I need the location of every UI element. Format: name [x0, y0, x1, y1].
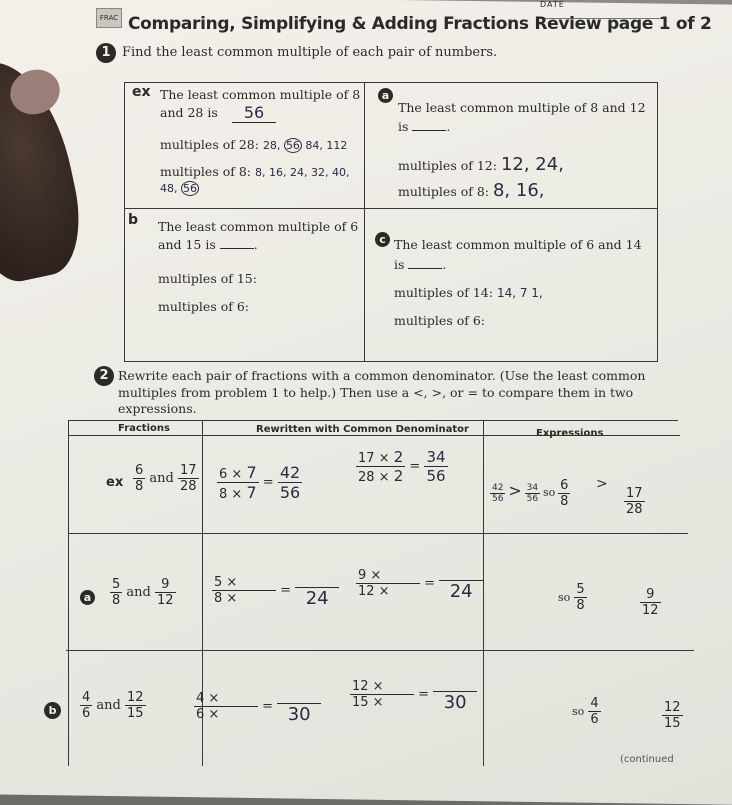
b-c2-den: 15 — [664, 716, 681, 731]
ex-multiples-28 — [160, 136, 347, 154]
a-multiples-8-label: multiples of 8: — [398, 184, 489, 199]
ex-rewrite-1-fraction — [217, 463, 259, 502]
a-r2-res-num-blank[interactable] — [439, 565, 483, 580]
ex-r1-den-row — [217, 482, 259, 502]
b-eq-1: = — [262, 699, 274, 714]
a-rewrite-1 — [212, 572, 339, 609]
a-eq-2: = — [424, 576, 436, 591]
ex-r2-num-row — [356, 448, 405, 466]
a-r1-result — [295, 572, 339, 609]
ex-multiples-8-circled: 56 — [183, 182, 197, 195]
b-question: The least common multiple of 6 — [158, 219, 359, 234]
b-r2-den[interactable]: 15 × — [350, 694, 414, 710]
table-top-border — [68, 420, 678, 421]
publisher-logo: FRAC — [96, 8, 122, 28]
ex-question: The least common multiple of 8 — [160, 87, 361, 102]
c-multiples-14-label: multiples of 14: — [394, 285, 493, 300]
a-r2-num[interactable]: 9 × — [358, 568, 382, 583]
a-multiples-12-values: 12, 24, — [500, 154, 564, 175]
c-multiples-6: multiples of 6: — [394, 313, 485, 328]
a-label: a — [378, 88, 393, 103]
ex-e-op: > — [508, 481, 522, 500]
a-r2-result — [439, 565, 483, 602]
problem-1-divider-horizontal — [124, 208, 658, 209]
ex-c1 — [558, 478, 570, 509]
ex-e2-den: 56 — [526, 494, 539, 504]
ex-r2-den-row — [356, 466, 405, 485]
b-rewrite-2 — [350, 676, 477, 713]
b-expression — [572, 696, 601, 727]
c-question: The least common multiple of 6 and 14 — [394, 237, 642, 252]
a-question: The least common multiple of 8 and 12 — [398, 100, 646, 115]
ex-r1-den: 8 × — [219, 487, 243, 502]
b-eq-2: = — [418, 687, 430, 702]
a-and: and — [126, 585, 151, 600]
ex-multiples-28-values: 28, — [262, 139, 284, 152]
b-c1-den: 6 — [590, 712, 599, 727]
a-f1-den: 8 — [112, 593, 121, 608]
ex-rewrite-2-fraction — [356, 448, 405, 485]
ex-rewrite-1 — [217, 463, 302, 502]
ex-r1-num-row — [217, 463, 259, 482]
ex-f1-num: 6 — [135, 463, 144, 478]
ex-f1-den: 8 — [135, 479, 144, 494]
problem-1-number: 1 — [96, 43, 116, 63]
ex-row-label: ex — [106, 475, 124, 490]
ex-e2 — [525, 483, 540, 504]
b-r2-res-num-blank[interactable] — [433, 676, 477, 691]
a-rewrite-1-fraction — [212, 575, 276, 606]
table-row-divider-2 — [66, 650, 694, 651]
a-f2-num: 9 — [161, 577, 170, 592]
a-compare-blank[interactable] — [612, 590, 632, 606]
a-expression-2 — [640, 587, 661, 618]
b-c1 — [588, 696, 600, 727]
a-expression — [558, 582, 587, 613]
c-multiples-14 — [394, 284, 543, 302]
c-multiples-14-values: 14, 7 1, — [496, 286, 543, 300]
ex-r1-result — [278, 463, 302, 502]
a-c1 — [574, 582, 586, 613]
ex-f2-den: 28 — [180, 479, 197, 494]
column-header-rewritten: Rewritten with Common Denominator — [256, 424, 469, 435]
a-rewrite-2-fraction — [356, 568, 420, 599]
ex-e1-den: 56 — [492, 494, 504, 504]
a-r2-res-den: 24 — [439, 580, 483, 602]
ex-r2-result — [424, 448, 447, 485]
b-question-line2: and 15 is . — [158, 237, 258, 252]
a-answer-blank[interactable] — [412, 130, 446, 131]
b-and-15-is: and 15 is — [158, 237, 216, 252]
b-f2-num: 12 — [127, 690, 144, 705]
c-question-line2: is . — [394, 257, 447, 272]
b-rewrite-2-fraction — [350, 679, 414, 710]
b-so: so — [572, 705, 585, 718]
c-answer-blank[interactable] — [408, 268, 442, 269]
ex-r2-res-num: 34 — [426, 448, 446, 466]
ex-expression-1 — [490, 478, 570, 509]
problem-1-instruction: Find the least common multiple of each pair of numbers. — [122, 45, 498, 60]
b-r2-num[interactable]: 12 × — [352, 679, 384, 694]
ex-r1-num: 6 × — [219, 467, 243, 482]
b-label: b — [128, 212, 139, 228]
ex-fraction-2 — [178, 463, 199, 494]
a-r1-num[interactable]: 5 × — [214, 575, 238, 590]
table-row-divider-1 — [68, 533, 688, 534]
a-c1-num: 5 — [576, 582, 585, 597]
ex-eq-2: = — [409, 459, 421, 474]
b-c2 — [662, 700, 683, 731]
ex-multiples-8-values: 8, 16, 24, 32, 40, — [254, 166, 350, 179]
ex-label: ex — [132, 84, 151, 100]
ex-c1-den: 8 — [560, 494, 569, 509]
ex-multiples-8 — [160, 163, 349, 181]
ex-so: so — [542, 486, 556, 499]
ex-c2 — [624, 486, 645, 517]
b-compare-blank[interactable] — [628, 704, 648, 720]
ex-multiples-28-circled: 56 — [285, 139, 300, 152]
b-row-label: b — [44, 702, 61, 719]
problem-1-divider-vertical — [364, 82, 365, 362]
ex-r1-num-hand: 7 — [246, 463, 257, 482]
b-r2-result — [433, 676, 477, 713]
c-label: c — [375, 232, 390, 247]
b-expression-2 — [662, 700, 683, 731]
ex-question-line2: and 28 is — [160, 105, 218, 120]
a-c2-den: 12 — [642, 603, 659, 618]
a-r1-res-num-blank[interactable] — [295, 572, 339, 587]
a-f1-num: 5 — [112, 577, 121, 592]
a-multiples-8-values: 8, 16, — [492, 180, 545, 201]
a-c1-den: 8 — [576, 598, 585, 613]
a-rewrite-2 — [356, 565, 483, 602]
problem-2-instruction-line2: multiples from problem 1 to help.) Then use a <, >, or = to compare them in two — [118, 385, 634, 400]
b-f1-num: 4 — [82, 690, 91, 705]
a-c2-num: 9 — [646, 587, 655, 602]
b-r1-res-num-blank[interactable] — [277, 688, 321, 703]
ex-r1-res-num: 42 — [279, 463, 301, 482]
ex-e2-num: 34 — [526, 483, 539, 493]
ex-c1-num: 6 — [560, 478, 569, 493]
a-fraction-1 — [110, 577, 122, 608]
ex-and: and — [149, 471, 174, 486]
a-multiples-12-label: multiples of 12: — [398, 158, 497, 173]
a-r1-res-den: 24 — [295, 587, 339, 609]
a-fractions — [110, 577, 176, 608]
a-fraction-2 — [155, 577, 176, 608]
ex-c-op: > — [596, 476, 608, 492]
b-answer-blank[interactable] — [220, 248, 254, 249]
b-r1-res-den: 30 — [277, 703, 321, 725]
b-r1-den[interactable]: 6 × — [194, 706, 258, 722]
b-fraction-2 — [125, 690, 146, 721]
ex-r2-den-hand: 2 — [393, 467, 404, 485]
b-fractions — [80, 690, 146, 721]
a-so: so — [558, 591, 571, 604]
ex-r1-den-hand: 7 — [246, 483, 257, 502]
column-header-expressions: Expressions — [536, 428, 604, 439]
ex-answer: 56 — [232, 103, 276, 123]
b-multiples-15: multiples of 15: — [158, 271, 257, 286]
b-c2-num: 12 — [664, 700, 681, 715]
b-r1-num[interactable]: 4 × — [196, 691, 220, 706]
ex-multiples-8-values2: 48, — [160, 182, 178, 195]
column-header-fractions: Fractions — [118, 423, 170, 434]
b-fraction-1 — [80, 690, 92, 721]
ex-multiples-28-label: multiples of 28: — [160, 137, 259, 152]
ex-r2-den: 28 × — [358, 470, 390, 485]
ex-c2-num: 17 — [626, 486, 643, 501]
ex-expression-2 — [624, 486, 645, 517]
continued-note: (continued — [620, 754, 674, 765]
a-eq-1: = — [280, 583, 292, 598]
c-is: is — [394, 257, 405, 272]
ex-r2-num: 17 × — [358, 451, 390, 466]
problem-2-instruction-line3: expressions. — [118, 401, 197, 416]
ex-multiples-8-label: multiples of 8: — [160, 164, 251, 179]
a-r2-den[interactable]: 12 × — [356, 583, 420, 599]
page-title: Comparing, Simplifying & Adding Fractions Review page 1 of 2 — [128, 14, 712, 34]
a-is: is — [398, 119, 409, 134]
b-r1-result — [277, 688, 321, 725]
b-multiples-6: multiples of 6: — [158, 299, 249, 314]
problem-2-instruction-line1: Rewrite each pair of fractions with a common denominator. (Use the least common — [118, 368, 646, 383]
b-rewrite-1-fraction — [194, 691, 258, 722]
a-question-line2: is . — [398, 119, 451, 134]
a-r1-den[interactable]: 8 × — [212, 590, 276, 606]
b-f2-den: 15 — [127, 706, 144, 721]
ex-c2-den: 28 — [626, 502, 643, 517]
a-multiples-12 — [398, 156, 564, 174]
ex-r2-res-den: 56 — [426, 467, 446, 485]
date-label: DATE — [540, 0, 565, 9]
b-rewrite-1 — [194, 688, 321, 725]
problem-2-number: 2 — [94, 366, 114, 386]
ex-fractions — [133, 463, 199, 494]
ex-e1-num: 42 — [492, 483, 504, 493]
b-and: and — [96, 698, 121, 713]
table-left-border — [68, 420, 69, 766]
ex-multiples-8-line2 — [160, 182, 199, 195]
ex-multiples-28-rest: 84, 112 — [301, 139, 348, 152]
ex-fraction-1 — [133, 463, 145, 494]
ex-e1 — [490, 483, 505, 504]
ex-rewrite-2 — [356, 448, 448, 485]
ex-f2-num: 17 — [180, 463, 197, 478]
a-row-label: a — [80, 590, 95, 605]
a-f2-den: 12 — [157, 593, 174, 608]
a-multiples-8 — [398, 182, 545, 200]
ex-eq-1: = — [262, 475, 274, 490]
b-r2-res-den: 30 — [433, 691, 477, 713]
a-c2 — [640, 587, 661, 618]
b-f1-den: 6 — [82, 706, 91, 721]
ex-r2-num-hand: 2 — [393, 448, 404, 466]
ex-r1-res-den: 56 — [279, 483, 301, 502]
b-c1-num: 4 — [590, 696, 599, 711]
